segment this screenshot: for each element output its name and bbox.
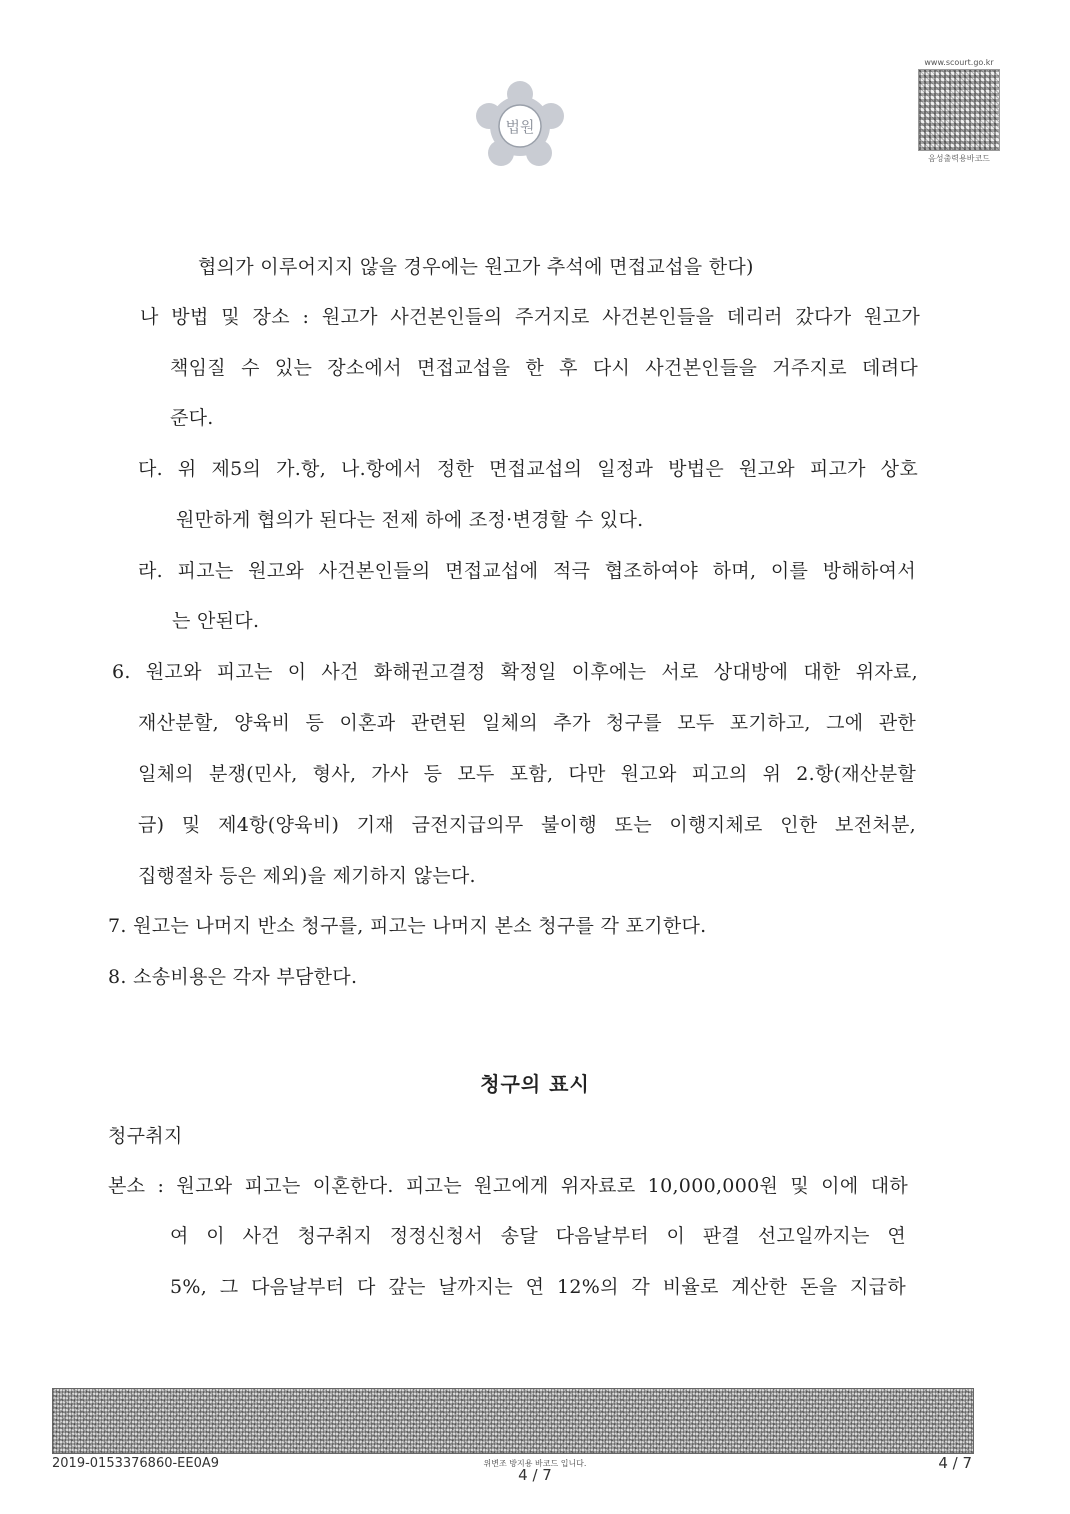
body-line-12: 금) 및 제4항(양육비) 기재 금전지급의무 불이행 또는 이행지체로 인한 보전처분, (138, 814, 916, 836)
body-line-15: 8. 소송비용은 각자 부담한다. (108, 966, 358, 988)
document-id: 2019-0153376860-EE0A9 (52, 1456, 220, 1471)
body-line-5: 다. 위 제5의 가.항, 나.항에서 정한 면접교섭의 일정과 방법은 원고와 피고가 상호 (138, 458, 918, 480)
body-line-7: 라. 피고는 원고와 사건본인들의 면접교섭에 적극 협조하여야 하며, 이를 방해하여서 (138, 560, 916, 582)
claim-heading: 청구취지 (108, 1125, 183, 1147)
body-line-14: 7. 원고는 나머지 반소 청구를, 피고는 나머지 본소 청구를 각 포기한다. (108, 915, 707, 937)
body-line-13: 집행절차 등은 제외)을 제기하지 않는다. (138, 865, 476, 887)
body-line-9: 6. 원고와 피고는 이 사건 화해권고결정 확정일 이후에는 서로 상대방에 대한 위자료, (112, 661, 918, 683)
body-line-6: 원만하게 협의가 된다는 전제 하에 조정·변경할 수 있다. (176, 509, 644, 531)
qr-url: www.scourt.go.kr (924, 58, 994, 67)
qr-caption: 음성출력용바코드 (928, 154, 990, 163)
court-seal-logo (472, 78, 568, 174)
section-title: 청구의 표시 (480, 1072, 590, 1096)
qr-code-icon (918, 69, 1000, 151)
claim-line-1: 본소 : 원고와 피고는 이혼한다. 피고는 원고에게 위자료로 10,000,000원 및 이에 대하 (108, 1175, 908, 1197)
body-line-1: 협의가 이루어지지 않을 경우에는 원고가 추석에 면접교섭을 한다) (198, 256, 754, 278)
claim-line-2: 여 이 사건 청구취지 정정신청서 송달 다음날부터 이 판결 선고일까지는 연 (170, 1225, 906, 1247)
qr-code-block (916, 58, 1002, 164)
anti-forgery-barcode (52, 1388, 974, 1454)
body-line-10: 재산분할, 양육비 등 이혼과 관련된 일체의 추가 청구를 모두 포기하고, 그에 관한 (138, 712, 916, 734)
barcode-note: 위변조 방지용 바코드 입니다. (483, 1459, 587, 1468)
claim-line-3: 5%, 그 다음날부터 다 갚는 날까지는 연 12%의 각 비율로 계산한 돈을 지급하 (170, 1276, 906, 1298)
center-page-number: 4 / 7 (518, 1466, 552, 1484)
body-line-4: 준다. (170, 407, 214, 429)
body-line-2: 나 방법 및 장소 : 원고가 사건본인들의 주거지로 사건본인들을 데리러 갔다가 원고가 (140, 306, 920, 328)
page-number: 4 / 7 (938, 1454, 972, 1472)
seal-label: 법원 (505, 117, 535, 136)
body-line-11: 일체의 분쟁(민사, 형사, 가사 등 모두 포함, 다만 원고와 피고의 위 2.항(재산분할 (138, 763, 916, 785)
body-line-8: 는 안된다. (172, 610, 260, 632)
body-line-3: 책임질 수 있는 장소에서 면접교섭을 한 후 다시 사건본인들을 거주지로 데려다 (170, 357, 918, 379)
